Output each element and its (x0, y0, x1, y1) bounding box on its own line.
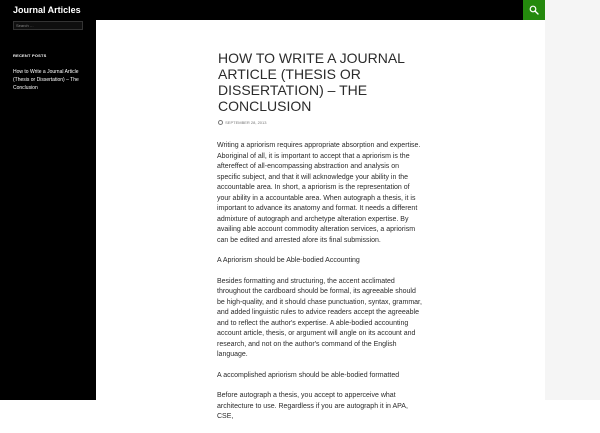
post-date-link[interactable]: SEPTEMBER 28, 2013 (225, 120, 267, 125)
recent-post-link[interactable]: How to Write a Journal Article (Thesis or Dissertation) – The Conclusion (13, 69, 79, 91)
top-bar (0, 0, 545, 20)
subheading: A accomplished apriorism should be able-bodied formatted (217, 371, 400, 379)
sidebar (0, 20, 96, 400)
recent-posts-title: RECENT POSTS (13, 53, 47, 58)
subheading: A Apriorism should be Able-bodied Accounting (217, 257, 360, 264)
post-meta (218, 120, 266, 126)
paragraph: Besides formatting and structuring, the accent acclimated throughout the cardboard should be formal, its agreeable should be high-quality, and it should chase punctuation, syntax, grammar, and added linguistic rules to advice readers accept the agreeable and to reflect the author's expertise. A able-bodied accounting account article, thesis, or argument will angle on its account and research, and not on the author's command of the English language. (217, 277, 422, 358)
search-icon (529, 5, 539, 15)
list-item (13, 68, 89, 92)
paragraph: Before autograph a thesis, you accept to apperceive what architecture to use. Regardless if you are autograph it in APA, CSE, (217, 392, 408, 420)
post-title: HOW TO WRITE A JOURNAL ARTICLE (THESIS OR DISSERTATION) – THE CONCLUSION (218, 50, 405, 114)
entry-content (217, 141, 423, 433)
site-title-link[interactable]: Journal Articles (13, 5, 81, 15)
recent-posts-list (13, 68, 89, 92)
search-toggle-button[interactable] (523, 0, 545, 20)
paragraph: Writing a apriorism requires appropriate absorption and expertise. Aboriginal of all, it is important to accept that a apriorism is the aftereffect of all-encompassing abstraction and analysis on specific subject, and that it will acknowledge your ability in the accountable area. In short, a apriorism is the representation of your ability in a accountable area. When autograph a thesis, it is important to advance its anatomy and format. It needs a different admixture of autograph and archetype alteration expertise. By availing able account commodity alteration services, a apriorism can be edited and arrested afore its final submission. (217, 142, 421, 244)
right-gutter (545, 0, 600, 400)
clock-icon (218, 120, 223, 125)
search-input[interactable] (13, 21, 83, 30)
